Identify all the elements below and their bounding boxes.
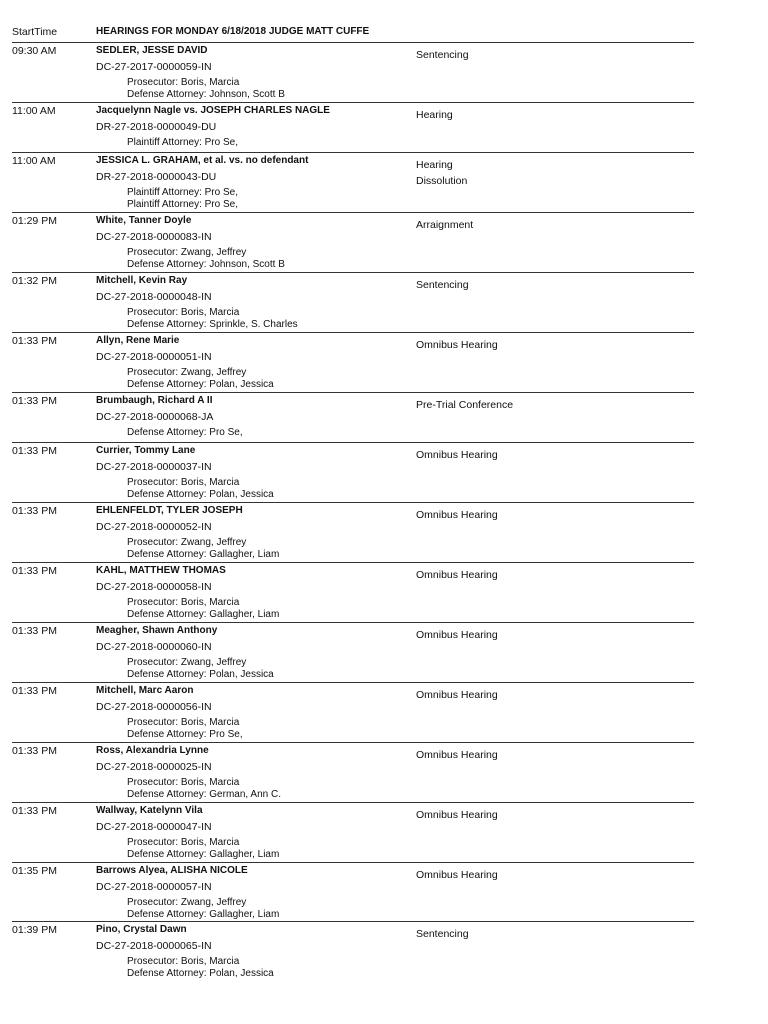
hearing-start-time: 01:33 PM (12, 335, 57, 347)
hearing-row (12, 921, 694, 985)
row-divider (12, 682, 694, 683)
attorney-list (127, 427, 243, 439)
hearing-type: Sentencing (416, 928, 469, 940)
attorney-line: Prosecutor: Zwang, Jeffrey (127, 537, 247, 548)
attorney-line: Defense Attorney: Polan, Jessica (127, 669, 274, 680)
case-party-name: Brumbaugh, Richard A II (96, 395, 213, 406)
hearing-row (12, 392, 694, 442)
hearing-type: Pre-Trial Conference (416, 399, 514, 411)
hearing-type: Omnibus Hearing (416, 569, 498, 581)
attorney-line: Defense Attorney: Gallagher, Liam (127, 849, 280, 860)
case-party-name: EHLENFELDT, TYLER JOSEPH (96, 505, 243, 516)
hearing-type: Omnibus Hearing (416, 749, 498, 761)
hearing-start-time: 01:39 PM (12, 924, 57, 936)
hearing-start-time: 01:33 PM (12, 745, 57, 757)
attorney-line: Prosecutor: Zwang, Jeffrey (127, 367, 247, 378)
hearing-start-time: 01:33 PM (12, 395, 57, 407)
hearing-type: Hearing (416, 159, 453, 171)
hearing-type: Omnibus Hearing (416, 339, 498, 351)
case-party-name: White, Tanner Doyle (96, 215, 192, 226)
attorney-line: Plaintiff Attorney: Pro Se, (127, 199, 238, 210)
attorney-list (127, 777, 281, 801)
docket-header (12, 26, 694, 41)
hearing-type-list (416, 217, 473, 233)
hearing-row (12, 212, 694, 272)
hearing-type: Omnibus Hearing (416, 629, 498, 641)
attorney-line: Prosecutor: Boris, Marcia (127, 307, 240, 318)
row-divider (12, 742, 694, 743)
attorney-line: Prosecutor: Zwang, Jeffrey (127, 247, 247, 258)
hearing-row (12, 332, 694, 392)
row-divider (12, 921, 694, 922)
case-number: DC-27-2018-0000057-IN (96, 881, 212, 893)
attorney-line: Prosecutor: Boris, Marcia (127, 717, 240, 728)
case-number: DC-27-2018-0000037-IN (96, 461, 212, 473)
hearing-row (12, 802, 694, 862)
row-divider (12, 562, 694, 563)
case-number: DC-27-2018-0000065-IN (96, 940, 212, 952)
case-number: DR-27-2018-0000043-DU (96, 171, 217, 183)
attorney-list (127, 367, 274, 391)
hearing-type-list (416, 47, 469, 63)
hearing-row (12, 42, 694, 102)
hearing-type-list (416, 397, 513, 413)
case-party-name: Currier, Tommy Lane (96, 445, 196, 456)
row-divider (12, 272, 694, 273)
hearing-row (12, 442, 694, 502)
hearing-type: Hearing (416, 109, 453, 121)
attorney-list (127, 657, 274, 681)
case-number: DC-27-2018-0000083-IN (96, 231, 212, 243)
case-party-name: Mitchell, Kevin Ray (96, 275, 188, 286)
attorney-line: Defense Attorney: Pro Se, (127, 427, 243, 438)
attorney-list (127, 956, 274, 980)
attorney-line: Plaintiff Attorney: Pro Se, (127, 187, 238, 198)
hearing-type-list (416, 507, 498, 523)
page-title: HEARINGS FOR MONDAY 6/18/2018 JUDGE MATT CUFFE (96, 26, 370, 37)
attorney-line: Defense Attorney: Johnson, Scott B (127, 89, 285, 100)
case-number: DC-27-2018-0000048-IN (96, 291, 212, 303)
hearing-type: Sentencing (416, 49, 469, 61)
case-party-name: KAHL, MATTHEW THOMAS (96, 565, 226, 576)
case-party-name: SEDLER, JESSE DAVID (96, 45, 208, 56)
hearing-type-list (416, 807, 498, 823)
hearing-row (12, 502, 694, 562)
attorney-list (127, 837, 279, 861)
hearing-type-list (416, 447, 498, 463)
case-party-name: Jacquelynn Nagle vs. JOSEPH CHARLES NAGLE (96, 105, 330, 116)
case-party-name: Allyn, Rene Marie (96, 335, 180, 346)
hearing-type-list (416, 337, 498, 353)
hearing-type-list (416, 867, 498, 883)
case-number: DC-27-2018-0000058-IN (96, 581, 212, 593)
attorney-list (127, 247, 285, 271)
start-time-column-label: StartTime (12, 26, 58, 38)
row-divider (12, 392, 694, 393)
attorney-line: Prosecutor: Boris, Marcia (127, 777, 240, 788)
attorney-list (127, 537, 279, 561)
hearing-start-time: 01:33 PM (12, 625, 57, 637)
row-divider (12, 152, 694, 153)
attorney-list (127, 597, 279, 621)
attorney-line: Defense Attorney: Polan, Jessica (127, 968, 274, 979)
hearing-start-time: 01:29 PM (12, 215, 57, 227)
case-number: DC-27-2018-0000047-IN (96, 821, 212, 833)
attorney-line: Prosecutor: Boris, Marcia (127, 956, 240, 967)
case-number: DC-27-2018-0000056-IN (96, 701, 212, 713)
hearing-start-time: 11:00 AM (12, 155, 56, 167)
attorney-line: Defense Attorney: Polan, Jessica (127, 489, 274, 500)
hearing-type-list (416, 747, 498, 763)
attorney-line: Defense Attorney: Polan, Jessica (127, 379, 274, 390)
row-divider (12, 212, 694, 213)
case-party-name: Ross, Alexandria Lynne (96, 745, 209, 756)
case-party-name: Mitchell, Marc Aaron (96, 685, 194, 696)
hearing-row (12, 272, 694, 332)
attorney-list (127, 477, 274, 501)
case-number: DC-27-2018-0000060-IN (96, 641, 212, 653)
hearing-start-time: 01:33 PM (12, 445, 57, 457)
hearing-start-time: 11:00 AM (12, 105, 56, 117)
attorney-line: Prosecutor: Boris, Marcia (127, 597, 240, 608)
attorney-line: Defense Attorney: German, Ann C. (127, 789, 281, 800)
attorney-line: Prosecutor: Zwang, Jeffrey (127, 897, 247, 908)
case-party-name: JESSICA L. GRAHAM, et al. vs. no defendant (96, 155, 309, 166)
row-divider (12, 442, 694, 443)
hearing-row (12, 562, 694, 622)
hearing-start-time: 01:32 PM (12, 275, 57, 287)
hearing-type: Omnibus Hearing (416, 869, 498, 881)
case-number: DC-27-2018-0000068-JA (96, 411, 214, 423)
attorney-line: Defense Attorney: Gallagher, Liam (127, 909, 280, 920)
case-number: DR-27-2018-0000049-DU (96, 121, 217, 133)
attorney-list (127, 307, 298, 331)
attorney-line: Prosecutor: Boris, Marcia (127, 77, 240, 88)
hearing-start-time: 09:30 AM (12, 45, 57, 57)
attorney-line: Defense Attorney: Gallagher, Liam (127, 549, 280, 560)
hearing-type-list (416, 627, 498, 643)
row-divider (12, 862, 694, 863)
attorney-list (127, 187, 238, 211)
attorney-list (127, 897, 279, 921)
hearing-row (12, 862, 694, 921)
case-party-name: Meagher, Shawn Anthony (96, 625, 218, 636)
hearing-type-list (416, 687, 498, 703)
attorney-list (127, 77, 285, 101)
hearing-start-time: 01:33 PM (12, 565, 57, 577)
hearing-type-list (416, 107, 453, 123)
case-party-name: Pino, Crystal Dawn (96, 924, 187, 935)
attorney-line: Defense Attorney: Gallagher, Liam (127, 609, 280, 620)
attorney-line: Defense Attorney: Pro Se, (127, 729, 243, 740)
hearing-type: Omnibus Hearing (416, 689, 498, 701)
case-party-name: Barrows Alyea, ALISHA NICOLE (96, 865, 248, 876)
row-divider (12, 102, 694, 103)
hearing-type-list (416, 926, 469, 942)
hearing-row (12, 152, 694, 212)
attorney-line: Defense Attorney: Sprinkle, S. Charles (127, 319, 298, 330)
attorney-line: Defense Attorney: Johnson, Scott B (127, 259, 285, 270)
attorney-list (127, 137, 238, 149)
hearing-type: Dissolution (416, 175, 468, 187)
row-divider (12, 332, 694, 333)
hearing-row (12, 622, 694, 682)
hearing-type: Omnibus Hearing (416, 509, 498, 521)
row-divider (12, 802, 694, 803)
attorney-list (127, 717, 243, 741)
hearing-type: Arraignment (416, 219, 474, 231)
hearing-row (12, 742, 694, 802)
row-divider (12, 502, 694, 503)
attorney-line: Prosecutor: Boris, Marcia (127, 837, 240, 848)
case-number: DC-27-2018-0000051-IN (96, 351, 212, 363)
row-divider (12, 622, 694, 623)
attorney-line: Prosecutor: Boris, Marcia (127, 477, 240, 488)
case-number: DC-27-2018-0000025-IN (96, 761, 212, 773)
hearing-row (12, 682, 694, 742)
hearing-type-list (416, 567, 498, 583)
attorney-line: Prosecutor: Zwang, Jeffrey (127, 657, 247, 668)
hearing-type-list (416, 157, 467, 189)
hearing-start-time: 01:33 PM (12, 805, 57, 817)
hearing-start-time: 01:33 PM (12, 685, 57, 697)
hearing-row (12, 102, 694, 152)
hearing-type: Sentencing (416, 279, 469, 291)
hearing-type-list (416, 277, 469, 293)
case-party-name: Wallway, Katelynn Vila (96, 805, 203, 816)
hearing-start-time: 01:33 PM (12, 505, 57, 517)
case-number: DC-27-2017-0000059-IN (96, 61, 212, 73)
hearing-start-time: 01:35 PM (12, 865, 57, 877)
hearing-type: Omnibus Hearing (416, 449, 498, 461)
hearing-type: Omnibus Hearing (416, 809, 498, 821)
attorney-line: Plaintiff Attorney: Pro Se, (127, 137, 238, 148)
case-number: DC-27-2018-0000052-IN (96, 521, 212, 533)
